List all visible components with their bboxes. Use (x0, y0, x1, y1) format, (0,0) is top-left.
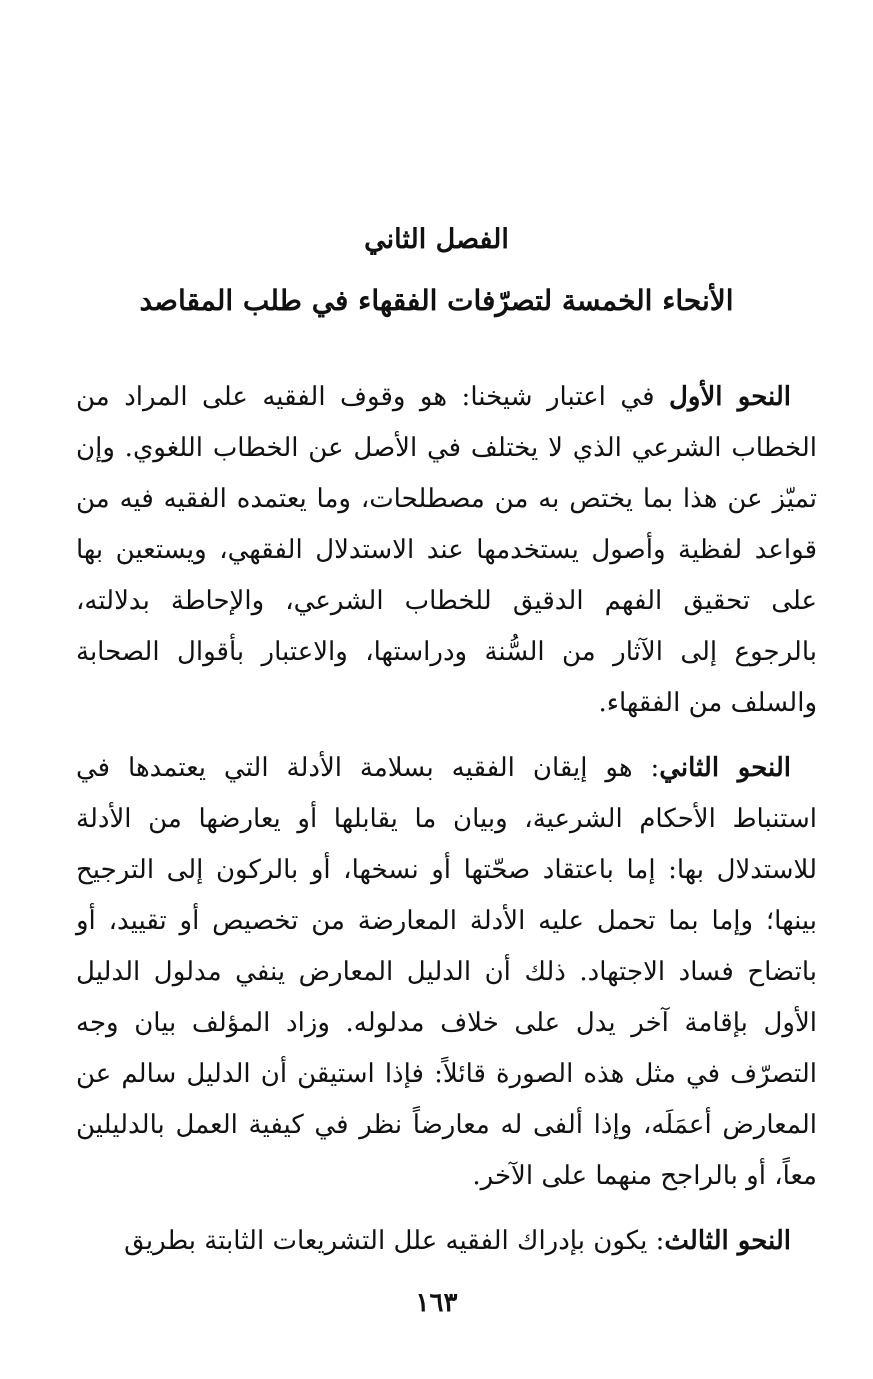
page-number: ١٦٣ (415, 1288, 458, 1318)
chapter-title: الفصل الثاني (364, 224, 509, 255)
paragraph-text: : هو إيقان الفقيه بسلامة الأدلة التي يعتمدها في استنباط الأحكام الشرعية، وبيان ما يقابلها أو يعارضها من الأدلة للاستدلال بها: إما باعتقاد صحّتها أو نسخها، أو بالركون إلى الترجيح بينها؛ وإما بما تحمل عليه الأدلة المعارضة من تخصيص أو تقييد، أو باتضاح فساد الاجتهاد. ذلك أن الدليل المعارض ينفي مدلول الدليل الأول بإقامة آخر يدل على خلاف مدلوله. وزاد المؤلف بيان وجه التصرّف في مثل هذه الصورة قائلاً: فإذا استيقن أن الدليل سالم عن المعارض أعمَلَه، وإذا ألفى له معارضاً نظر في كيفية العمل بالدليلين معاً، أو بالراجح منهما على الآخر. (76, 753, 817, 1191)
paragraph-heading: النحو الأول (669, 382, 791, 412)
paragraph-text: في اعتبار شيخنا: هو وقوف الفقيه على المراد من الخطاب الشرعي الذي لا يختلف في الأصل عن الخطاب اللغوي. وإن تميّز عن هذا بما يختص به من مصطلحات، وما يعتمده الفقيه فيه من قواعد لفظية وأصول يستخدمها عند الاستدلال الفقهي، ويستعين بها على تحقيق الفهم الدقيق للخطاب الشرعي، والإحاطة بدلالته، بالرجوع إلى الآثار من السُّنة ودراستها، والاعتبار بأقوال الصحابة والسلف من الفقهاء. (76, 382, 817, 718)
paragraph-third-mode (76, 1216, 817, 1267)
paragraph-second-mode (76, 743, 817, 1202)
paragraph-first-mode (76, 372, 817, 729)
body-text (76, 372, 817, 1281)
paragraph-text: : يكون بإدراك الفقيه علل التشريعات الثابتة بطريق (124, 1226, 665, 1256)
paragraph-heading: النحو الثاني (659, 753, 791, 783)
paragraph-heading: النحو الثالث (664, 1226, 791, 1256)
chapter-subtitle: الأنحاء الخمسة لتصرّفات الفقهاء في طلب المقاصد (139, 284, 734, 317)
